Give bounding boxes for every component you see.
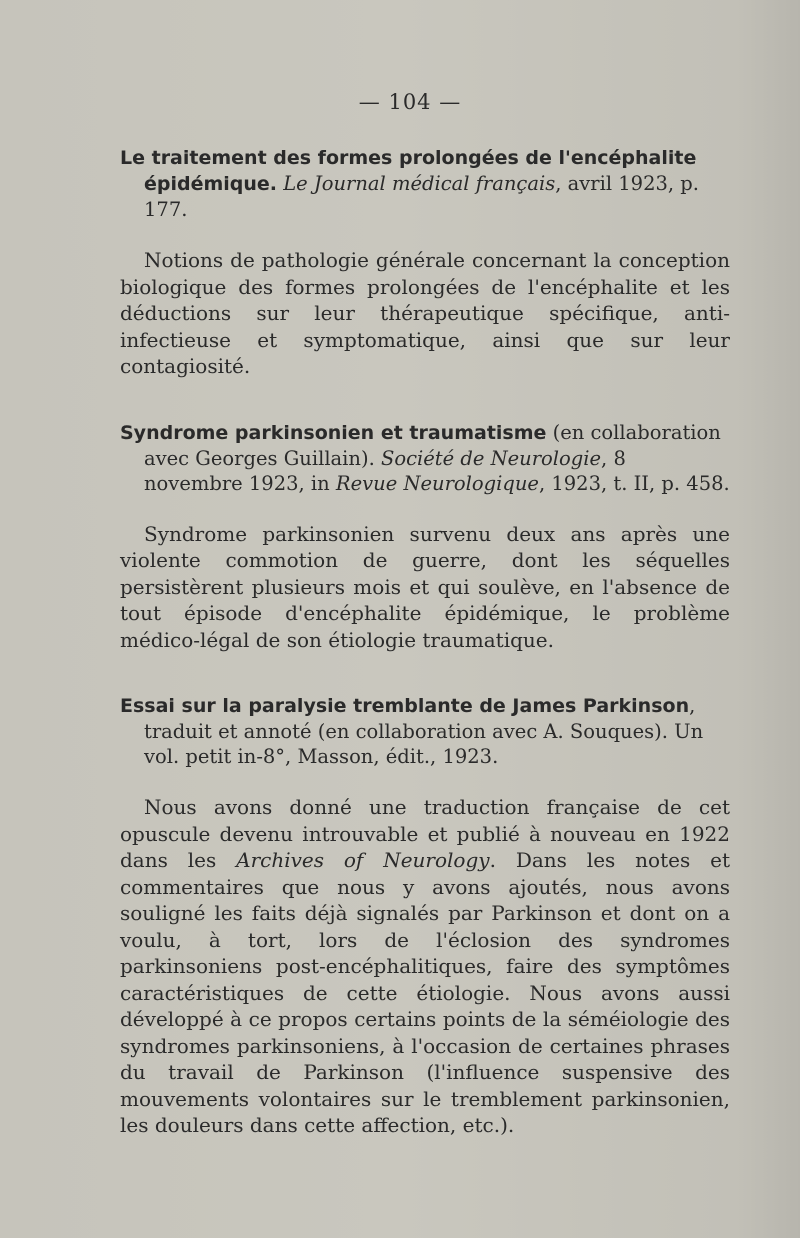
- entry-2-date: , 8 novembre 1923, in: [144, 446, 626, 495]
- entry-3-details: , traduit et annoté (en collaboration avec A. Souques). Un vol. petit in-8°, Masson, édit., 1923.: [144, 694, 704, 768]
- entry-1-title: Le traitement des formes prolongées de l'encéphalite épidémique.: [120, 147, 697, 195]
- entry-2-revue: Revue Neurologique: [335, 471, 539, 495]
- entry-2: [120, 420, 730, 654]
- entry-3-summary-a: Nous avons donné une traduction française de cet opuscule devenu introuvable et publié à nouveau en 1922 dans les: [120, 795, 730, 872]
- entry-2-collaboration: (en collaboration avec Georges Guillain).: [144, 420, 721, 470]
- entry-3-summary-b: . Dans les notes et commentaires que nous y avons ajoutés, nous avons souligné les faits déjà signalés par Parkinson et dont on a voulu, à tort, lors de l'éclosion des syndromes parkinsoniens post-encéphalitiques, faire des symptômes caractéristiques de cette étiologie. Nous avons aussi développé à ce propos certains points de la séméiologie des syndromes parkinsoniens, à l'occasion de certaines phrases du travail de Parkinson (l'influence suspensive des mouvements volontaires sur le tremblement parkinsonien, les douleurs dans cette affection, etc.).: [120, 848, 730, 1137]
- entry-3-title: Essai sur la paralysie tremblante de James Parkinson: [120, 695, 690, 717]
- entry-3-summary: [120, 794, 730, 1139]
- entry-2-journal: Société de Neurologie: [380, 446, 602, 470]
- entry-1-source: Le Journal médical français: [283, 172, 556, 195]
- entry-3-citation: [120, 693, 730, 769]
- entry-3-archives: Archives of Neurology: [236, 848, 490, 872]
- bibliography-entries: [120, 145, 730, 1179]
- entry-2-summary: Syndrome parkinsonien survenu deux ans après une violente commotion de guerre, dont les séquelles persistèrent plusieurs mois et qui soulève, en l'absence de tout épisode d'encéphalite épidémique, le problème médico-légal de son étiologie traumatique.: [120, 521, 730, 652]
- entry-1-source-rest: , avril 1923, p. 177.: [144, 172, 699, 221]
- entry-3: [120, 693, 730, 1139]
- entry-1: [120, 145, 730, 380]
- entry-2-citation: [120, 420, 730, 496]
- entry-2-ref: , 1923, t. II, p. 458.: [538, 471, 730, 495]
- entry-2-title: Syndrome parkinsonien et traumatisme: [120, 421, 547, 444]
- page-number: — 104 —: [358, 90, 462, 114]
- entry-1-summary: Notions de pathologie générale concernant la conception biologique des formes prolongées de l'encéphalite et les déductions sur leur thérapeutique spécifique, anti-infectieuse et symptomatique, ainsi que sur leur contagiosité.: [120, 248, 730, 378]
- entry-1-citation: [120, 145, 730, 222]
